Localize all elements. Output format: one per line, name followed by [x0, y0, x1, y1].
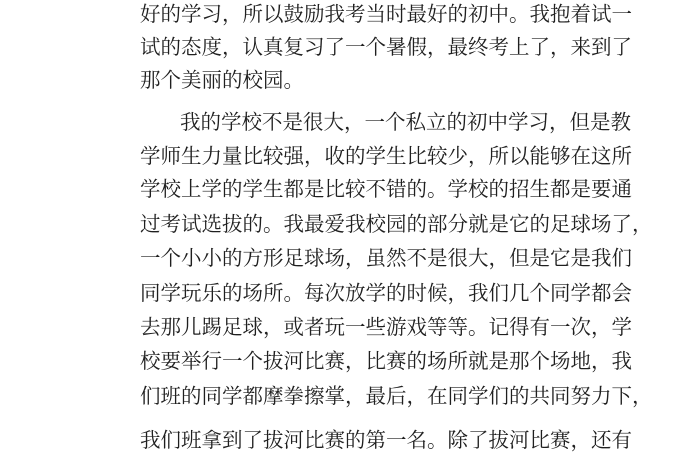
text-line-9: 同学玩乐的场所。每次放学的时候，我们几个同学都会 — [140, 281, 632, 305]
text-line-7: 过考试选拔的。我最爱我校园的部分就是它的足球场了， — [140, 212, 653, 236]
text-line-3: 那个美丽的校园。 — [140, 68, 304, 92]
text-line-13: 我们班拿到了拔河比赛的第一名。除了拔河比赛，还有 — [140, 428, 632, 452]
text-line-1: 好的学习，所以鼓励我考当时最好的初中。我抱着试一 — [140, 2, 632, 26]
text-line-6: 学校上学的学生都是比较不错的。学校的招生都是要通 — [140, 177, 632, 201]
text-line-5: 学师生力量比较强，收的学生比较少，所以能够在这所 — [140, 144, 632, 168]
text-line-4: 我的学校不是很大，一个私立的初中学习，但是教 — [180, 110, 631, 134]
text-line-12: 们班的同学都摩拳擦掌，最后，在同学们的共同努力下， — [140, 384, 653, 408]
text-line-2: 试的态度，认真复习了一个暑假，最终考上了，来到了 — [140, 35, 632, 59]
text-line-10: 去那儿踢足球，或者玩一些游戏等等。记得有一次，学 — [140, 315, 632, 339]
text-line-8: 一个小小的方形足球场，虽然不是很大，但是它是我们 — [140, 246, 632, 270]
text-line-11: 校要举行一个拔河比赛，比赛的场所就是那个场地，我 — [140, 349, 632, 373]
